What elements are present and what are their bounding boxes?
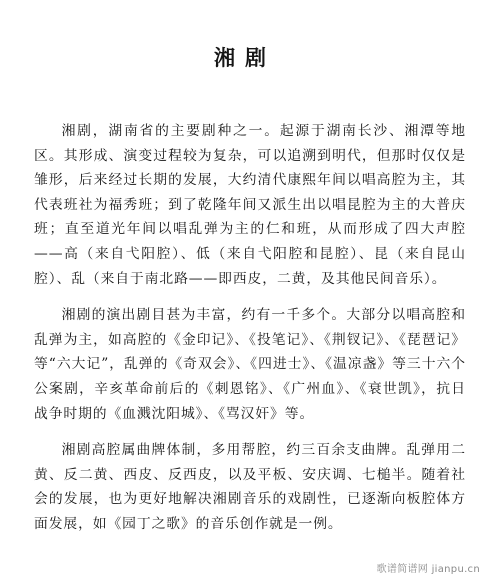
paragraph-music: 湘剧高腔属曲牌体制，多用帮腔，约三百余支曲牌。乱弹用二黄、反二黄、西皮、反西皮，以及平板、安庆调、七槌半。随着社会的发展，也为更好地解决湘剧音乐的戏剧性，已逐渐向板腔体方面发展，如《园丁之歌》的音乐创作就是一例。 [34, 442, 466, 532]
article-body [34, 119, 466, 537]
page-title: 湘剧 [214, 45, 276, 70]
paragraph-origin: 湘剧，湖南省的主要剧种之一。起源于湖南长沙、湘潭等地区。其形成、演变过程较为复杂，可以追溯到明代，但那时仅仅是雏形，后来经过长期的发展，大约清代康熙年间以唱高腔为主，其代表班社为福秀班；到了乾隆年间又派生出以唱昆腔为主的大普庆班；直至道光年间以唱乱弹为主的仁和班，从而形成了四大声腔——高（来自弋阳腔）、低（来自弋阳腔和昆腔）、昆（来自昆山腔）、乱（来自于南北路——即西皮，二黄，及其他民间音乐）。 [34, 123, 466, 287]
site-watermark: 歌谱简谱网 jianpu.cn [376, 564, 480, 575]
paragraph-repertoire: 湘剧的演出剧目甚为丰富，约有一千多个。大部分以唱高腔和乱弹为主，如高腔的《金印记》、《投笔记》、《荆钗记》、《琵琶记》等“六大记”，乱弹的《奇双会》、《四进士》、《温凉盏》等三十六个公案剧，辛亥革命前后的《刺恩铭》、《广州血》、《衰世凯》，抗日战争时期的《血溅沈阳城》、《骂汉奸》等。 [34, 307, 466, 422]
